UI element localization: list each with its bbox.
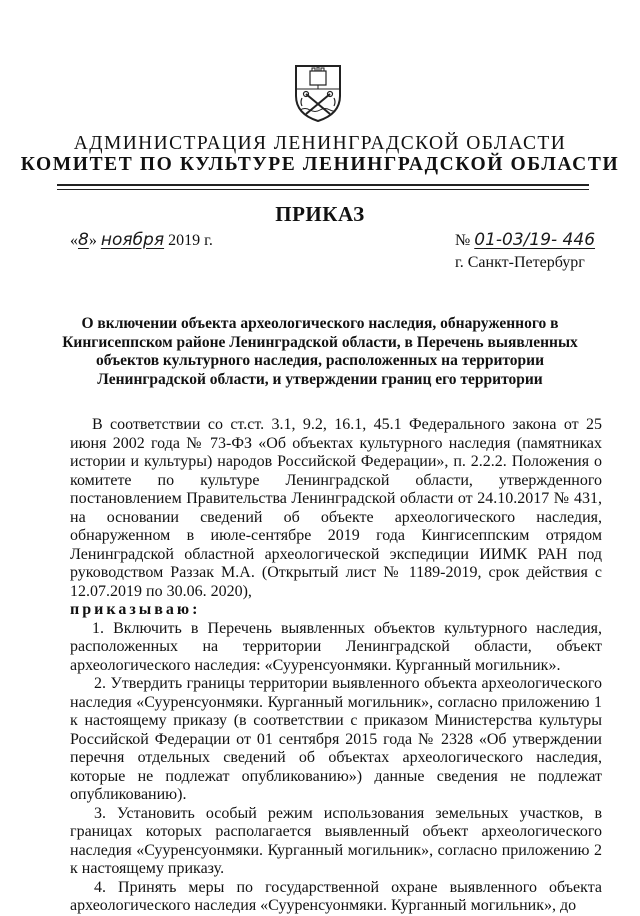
number-prefix: №: [455, 232, 471, 249]
order-item: 1. Включить в Перечень выявленных объектов культурного наследия, расположенных на территории Ленинградской области, объект археологического наследия: «Сууренсуонмяки. Курганный могильник».: [70, 619, 602, 674]
document-number: [455, 230, 595, 250]
heading-line: Ленинградской области, и утверждении границ его территории: [97, 370, 543, 388]
date-year: 2019 г.: [168, 232, 213, 249]
heading-line: О включении объекта археологического наследия, обнаруженного в: [81, 315, 559, 332]
org-title-committee: КОМИТЕТ ПО КУЛЬТУРЕ ЛЕНИНГРАДСКОЙ ОБЛАСТИ: [20, 154, 620, 175]
preamble-paragraph: В соответствии со ст.ст. 3.1, 9.2, 16.1, 45.1 Федерального закона от 25 июня 2002 года № 73-ФЗ «Об объектах культурного наследия (памятниках истории и культуры) народов Российской Федерации», п. 2.2.2. Положения о комитете по культуре Ленинградской области, утвержденного постановлением Правительства Ленинградской области от 24.10.2017 № 431, на основании сведений об объекте археологического наследия, обнаруженном в июле-сентябре 2019 года Кингисеппским отрядом Ленинградской областной археологической экспедиции ИИМК РАН под руководством Раззак М.А. (Открытый лист № 1189-2019, срок действия с 12.07.2019 по 30.06. 2020),: [70, 416, 602, 600]
heading-line: объектов культурного наследия, расположенных на территории: [95, 352, 545, 369]
order-item: 4. Принять меры по государственной охране выявленного объекта археологического наследия «Сууренсуонмяки. Курганный могильник», до: [70, 878, 602, 914]
date-day-handwritten: 8: [78, 230, 89, 250]
org-title-administration: АДМИНИСТРАЦИЯ ЛЕНИНГРАДСКОЙ ОБЛАСТИ: [73, 133, 567, 154]
order-word: приказываю:: [70, 601, 201, 618]
order-item: 2. Утвердить границы территории выявленного объекта археологического наследия «Сууренсуонмяки. Курганный могильник», согласно приложению 1 к настоящему приказу (в соответствии с приказом Министерства культуры Российской Федерации от 01 сентября 2015 года № 2328 «Об утверждении перечня отдельных сведений об объектах археологического наследия, которые не подлежат опубликованию») данные сведения не подлежат опубликованию).: [70, 675, 602, 803]
order-item: 3. Установить особый режим использования земельных участков, в границах которых располагается выявленный объект археологического наследия «Сууренсуонмяки. Курганный могильник», согласно приложению 2 к настоящему приказу.: [70, 804, 602, 877]
date-quote-open: «: [70, 232, 78, 249]
document-type: ПРИКАЗ: [275, 202, 365, 226]
header-rule-thin: [57, 189, 589, 190]
date-quote-close: »: [88, 232, 97, 249]
document-city: г. Санкт-Петербург: [455, 254, 585, 271]
document-heading: [60, 315, 580, 389]
document-body: [70, 416, 602, 916]
header-rule-thick: [57, 184, 589, 186]
number-handwritten: 01-03/19- 446: [474, 230, 596, 250]
document-date: [70, 230, 213, 250]
heading-line: Кингисеппском районе Ленинградской области, в Перечень выявленных: [62, 333, 578, 351]
coat-of-arms-icon: [292, 62, 344, 124]
date-month-handwritten: ноября: [100, 230, 165, 250]
